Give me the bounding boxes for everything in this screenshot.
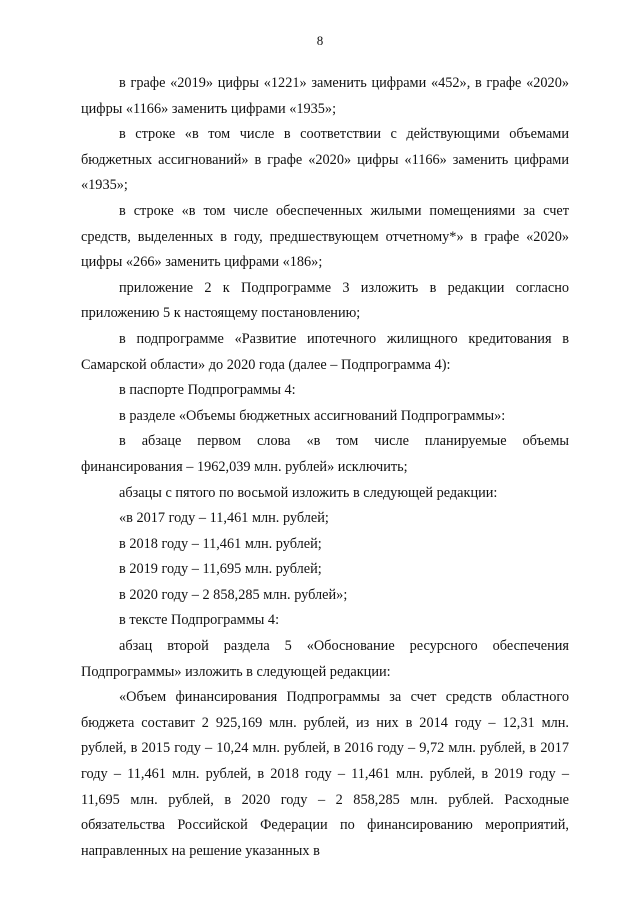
document-body: [81, 71, 569, 864]
paragraph: в паспорте Подпрограммы 4:: [119, 382, 296, 399]
paragraph: в разделе «Объемы бюджетных ассигнований Подпрограммы»:: [119, 407, 506, 424]
paragraph: в абзаце первом слова «в том числе планируемые объемы финансирования – 1962,039 млн. рублей» исключить;: [81, 433, 569, 475]
paragraph: в тексте Подпрограммы 4:: [119, 612, 280, 629]
paragraph: абзац второй раздела 5 «Обоснование ресурсного обеспечения Подпрограммы» изложить в следующей редакции:: [81, 638, 569, 680]
paragraph: «в 2017 году – 11,461 млн. рублей;: [119, 510, 329, 527]
paragraph: абзацы с пятого по восьмой изложить в следующей редакции:: [119, 484, 498, 501]
paragraph: в подпрограмме «Развитие ипотечного жилищного кредитования в Самарской области» до 2020 года (далее – Подпрограмма 4):: [81, 330, 569, 373]
paragraph: в 2018 году – 11,461 млн. рублей;: [119, 535, 322, 552]
paragraph: «Объем финансирования Подпрограммы за счет средств областного бюджета составит 2 925,169 млн. рублей, из них в 2014 году – 12,31 млн. рублей, в 2015 году – 10,24 млн. рублей, в 2016 году – 9,72 млн. рублей, в 2017 году – 11,461 млн. рублей, в 2018 году – 11,461 млн. рублей, в 2019 году – 11,695 млн. рублей, в 2020 году – 2 858,285 млн. рублей. Расходные обязательства Российской Федерации по финансированию мероприятий, направленных на решение указанных в: [81, 689, 569, 859]
paragraph: в 2020 году – 2 858,285 млн. рублей»;: [119, 586, 348, 603]
paragraph: в графе «2019» цифры «1221» заменить цифрами «452», в графе «2020» цифры «1166» заменить цифрами «1935»;: [81, 75, 569, 117]
paragraph: в строке «в том числе в соответствии с действующими объемами бюджетных ассигнований» в графе «2020» цифры «1166» заменить цифрами «1935»;: [81, 126, 569, 194]
page-number: 8: [316, 33, 324, 48]
paragraph: в строке «в том числе обеспеченных жилыми помещениями за счет средств, выделенных в году, предшествующем отчетному*» в графе «2020» цифры «266» заменить цифрами «186»;: [81, 202, 569, 271]
paragraph: в 2019 году – 11,695 млн. рублей;: [119, 561, 322, 578]
paragraph: приложение 2 к Подпрограмме 3 изложить в редакции согласно приложению 5 к настоящему постановлению;: [81, 279, 569, 322]
